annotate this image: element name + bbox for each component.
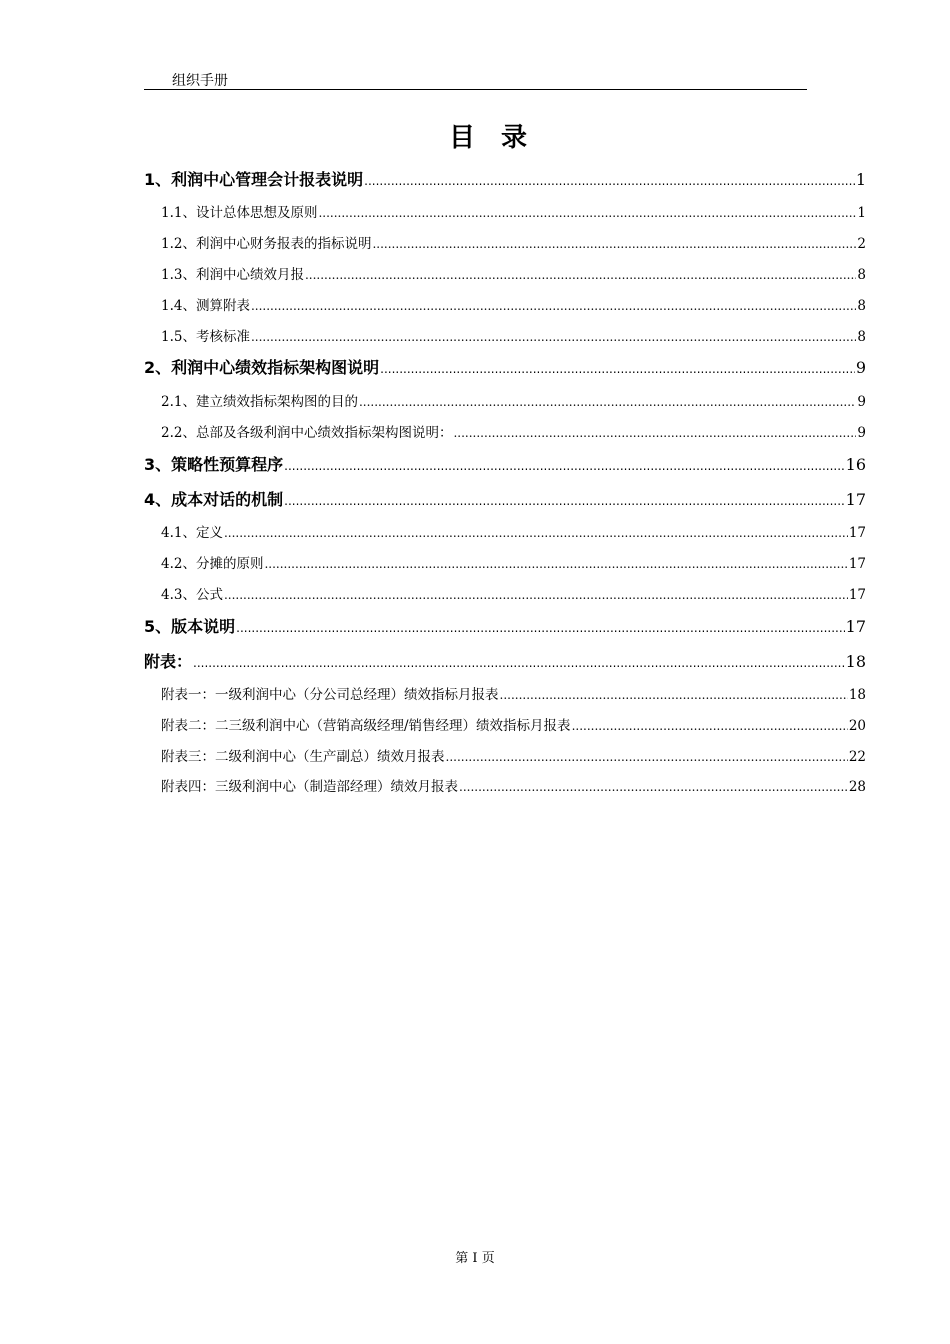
toc-entry-page: 18 [845, 652, 866, 671]
toc-entry-page: 9 [855, 358, 866, 377]
toc-entry-1[interactable] [144, 167, 866, 190]
toc-entry-page: 1 [855, 170, 866, 189]
toc-entry-3[interactable] [144, 452, 866, 475]
toc-entry-appendix-3[interactable] [161, 745, 866, 765]
toc-leader-dots [236, 617, 845, 636]
toc-entry-4-3[interactable] [161, 583, 866, 603]
toc-entry-page: 22 [848, 749, 866, 765]
toc-entry-page: 17 [845, 490, 866, 509]
toc-leader-dots [446, 749, 848, 765]
toc-entry-1-3[interactable] [161, 263, 866, 283]
toc-entry-page: 9 [857, 394, 866, 410]
toc-title: 目录 [448, 123, 553, 153]
toc-leader-dots [359, 394, 856, 410]
toc-entry-label: 1.5、考核标准 [161, 329, 250, 345]
toc-entry-label: 4.2、分摊的原则 [161, 556, 264, 572]
toc-entry-4-2[interactable] [161, 552, 866, 572]
toc-entry-page: 2 [857, 236, 866, 252]
toc-entry-page: 20 [848, 718, 866, 734]
toc-entry-1-1[interactable] [161, 201, 866, 221]
toc-leader-dots [453, 425, 856, 441]
toc-entry-5[interactable] [144, 614, 866, 637]
toc-leader-dots [224, 587, 848, 603]
toc-entry-label: 4.1、定义 [161, 525, 223, 541]
toc-entry-2-2[interactable] [161, 421, 866, 441]
toc-leader-dots [251, 329, 856, 345]
toc-leader-dots [193, 652, 845, 671]
toc-entry-label: 1、利润中心管理会计报表说明 [144, 170, 364, 189]
toc-entry-4[interactable] [144, 487, 866, 510]
toc-entry-1-5[interactable] [161, 325, 866, 345]
toc-entry-page: 8 [857, 329, 866, 345]
toc-entry-appendix-4[interactable] [161, 775, 866, 795]
page-number-footer: 第 I 页 [455, 1251, 495, 1266]
toc-entry-label: 附表四：三级利润中心（制造部经理）绩效月报表 [161, 779, 458, 795]
header-rule [144, 89, 807, 90]
toc-entry-label: 4、成本对话的机制 [144, 490, 284, 509]
toc-entry-label: 1.2、利润中心财务报表的指标说明 [161, 236, 372, 252]
toc-entry-label: 4.3、公式 [161, 587, 223, 603]
running-header: 组织手册 [172, 73, 228, 89]
toc-leader-dots [380, 358, 855, 377]
toc-entry-page: 17 [848, 525, 866, 541]
toc-leader-dots [500, 687, 848, 703]
toc-entry-label: 附表一：一级利润中心（分公司总经理）绩效指标月报表 [161, 687, 499, 703]
toc-entry-label: 2、利润中心绩效指标架构图说明 [144, 358, 380, 377]
toc-entry-page: 9 [857, 425, 866, 441]
toc-leader-dots [572, 718, 848, 734]
toc-entry-page: 17 [848, 556, 866, 572]
toc-leader-dots [284, 490, 845, 509]
toc-leader-dots [459, 779, 848, 795]
toc-entry-page: 18 [848, 687, 866, 703]
toc-entry-4-1[interactable] [161, 521, 866, 541]
toc-entry-label: 附表三：二级利润中心（生产副总）绩效月报表 [161, 749, 445, 765]
toc-entry-label: 2.2、总部及各级利润中心绩效指标架构图说明： [161, 425, 453, 441]
toc-entry-label: 附表： [144, 652, 193, 671]
toc-leader-dots [305, 267, 856, 283]
toc-entry-label: 1.4、测算附表 [161, 298, 250, 314]
toc-entry-label: 1.3、利润中心绩效月报 [161, 267, 304, 283]
toc-leader-dots [364, 170, 855, 189]
toc-entry-label: 5、版本说明 [144, 617, 236, 636]
toc-entry-page: 8 [857, 267, 866, 283]
toc-entry-label: 3、策略性预算程序 [144, 455, 284, 474]
toc-leader-dots [318, 205, 856, 221]
toc-entry-label: 1.1、设计总体思想及原则 [161, 205, 318, 221]
toc-entry-appendix-1[interactable] [161, 683, 866, 703]
toc-leader-dots [372, 236, 856, 252]
toc-entry-page: 1 [857, 205, 866, 221]
toc-leader-dots [264, 556, 847, 572]
toc-entry-1-4[interactable] [161, 294, 866, 314]
toc-entry-page: 8 [857, 298, 866, 314]
toc-leader-dots [224, 525, 848, 541]
toc-leader-dots [284, 455, 845, 474]
toc-entry-2-1[interactable] [161, 390, 866, 410]
toc-entry-2[interactable] [144, 355, 866, 378]
toc-entry-label: 2.1、建立绩效指标架构图的目的 [161, 394, 358, 410]
toc-entry-page: 17 [845, 617, 866, 636]
toc-entry-page: 16 [845, 455, 866, 474]
toc-entry-appendix-2[interactable] [161, 714, 866, 734]
toc-entry-page: 28 [848, 779, 866, 795]
toc-entry-label: 附表二：二三级利润中心（营销高级经理/销售经理）绩效指标月报表 [161, 718, 571, 734]
toc-entry-page: 17 [848, 587, 866, 603]
toc-entry-appendix[interactable] [144, 649, 866, 672]
toc-leader-dots [251, 298, 856, 314]
toc-entry-1-2[interactable] [161, 232, 866, 252]
